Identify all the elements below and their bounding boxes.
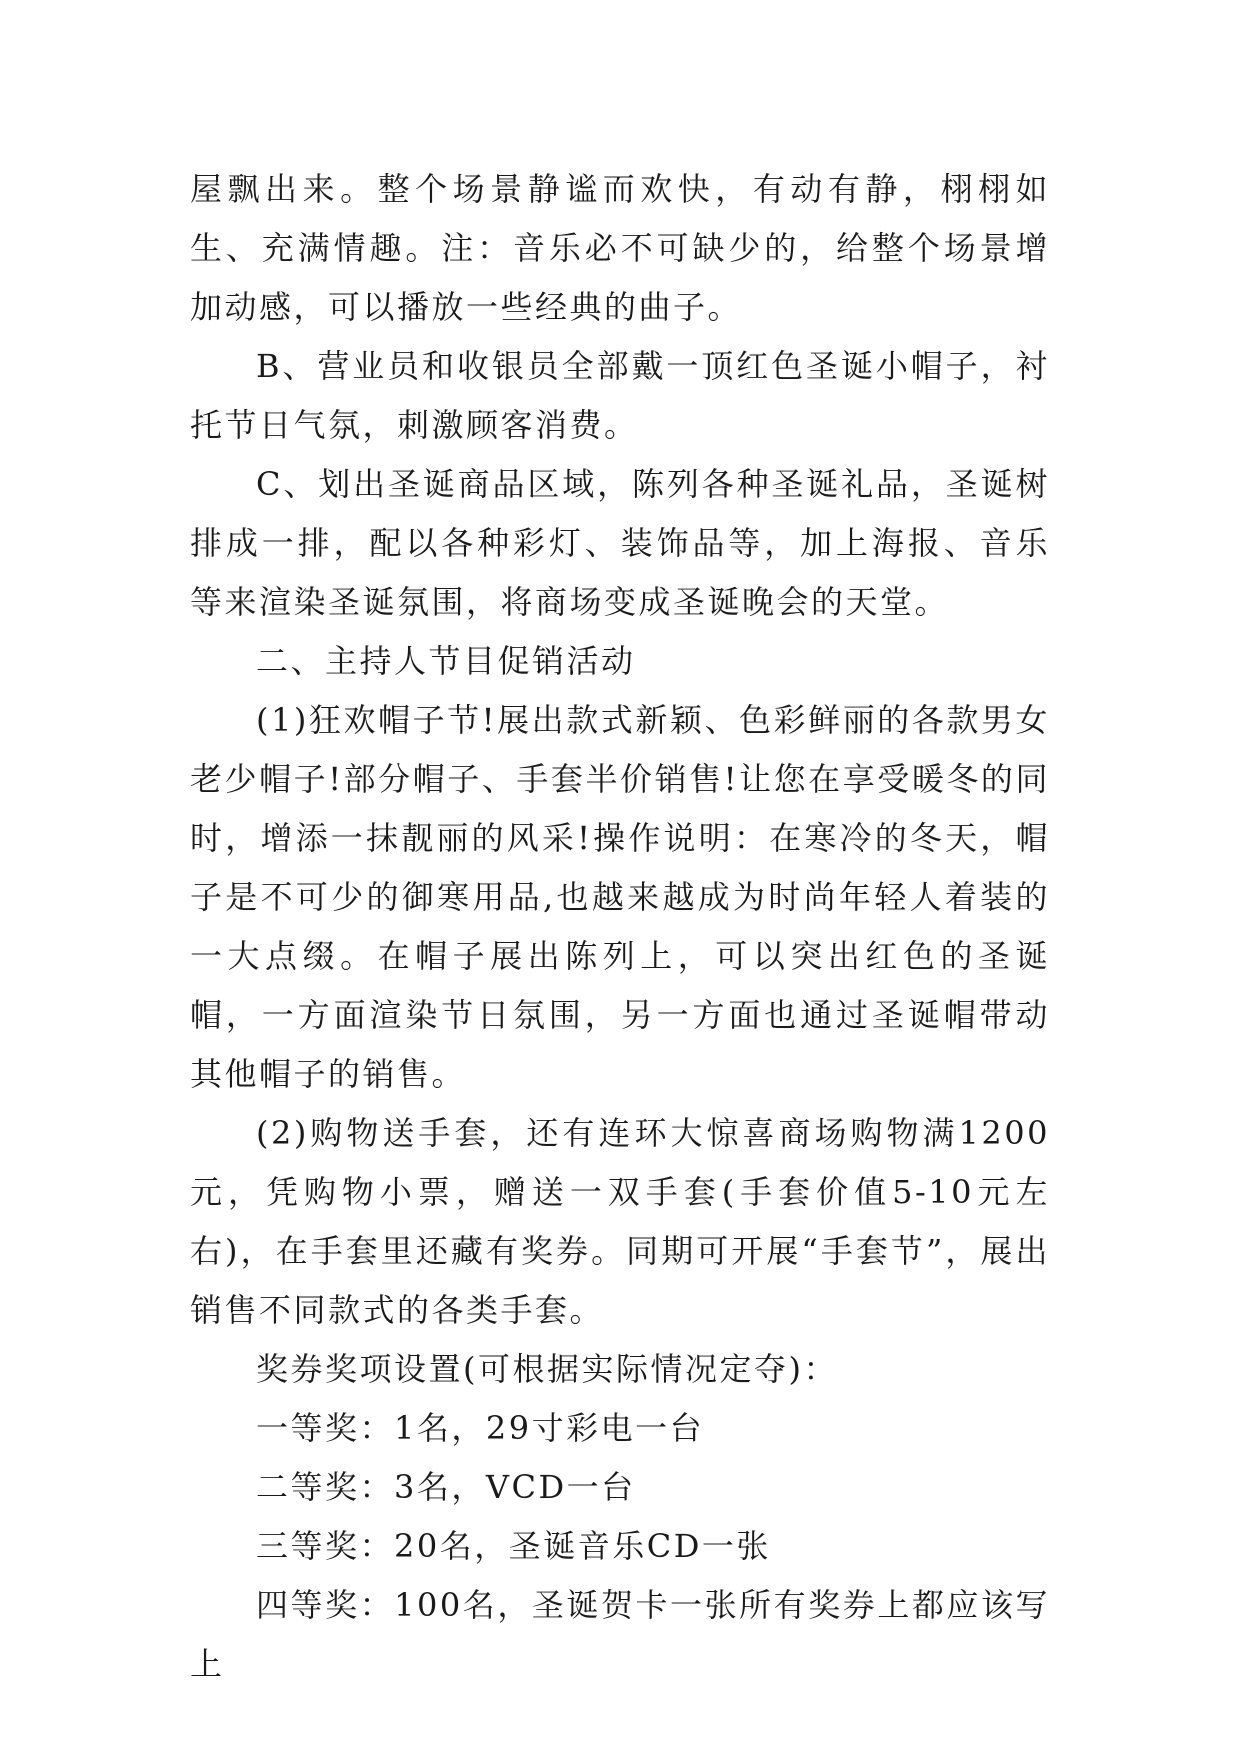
prize-first: 一等奖：1名，29寸彩电一台 (256, 1409, 705, 1447)
paragraph-christmas-area: C、划出圣诞商品区域，陈列各种圣诞礼品，圣诞树排成一排，配以各种彩灯、装饰品等，加上海报、音乐等来渲染圣诞氛围，将商场变成圣诞晚会的天堂。 (190, 465, 1050, 621)
prize-third: 三等奖：20名，圣诞音乐CD一张 (256, 1527, 771, 1565)
paragraph-glove-gift: (2)购物送手套，还有连环大惊喜商场购物满1200元，凭购物小票，赠送一双手套(手套价值5-10元左右)，在手套里还藏有奖券。同期可开展“手套节”，展出销售不同款式的各类手套。 (190, 1114, 1050, 1329)
paragraph-hat-festival: (1)狂欢帽子节!展出款式新颖、色彩鲜丽的各款男女老少帽子!部分帽子、手套半价销售!让您在享受暖冬的同时，增添一抹靓丽的风采!操作说明：在寒冷的冬天，帽子是不可少的御寒用品,也越来越成为时尚年轻人着装的一大点缀。在帽子展出陈列上，可以突出红色的圣诞帽，一方面渲染节日氛围，另一方面也通过圣诞帽带动其他帽子的销售。 (190, 701, 1050, 1093)
paragraph-staff-hats: B、营业员和收银员全部戴一顶红色圣诞小帽子，衬托节日气氛，刺激顾客消费。 (190, 347, 1050, 444)
paragraph-continuation: 屋飘出来。整个场景静谧而欢快，有动有静，栩栩如生、充满情趣。注：音乐必不可缺少的，给整个场景增加动感，可以播放一些经典的曲子。 (190, 170, 1050, 326)
document-body (190, 160, 1050, 1694)
prize-settings-heading: 奖券奖项设置(可根据实际情况定夺)： (256, 1350, 838, 1388)
section-heading-host-promotion: 二、主持人节目促销活动 (256, 642, 636, 680)
prize-second: 二等奖：3名，VCD一台 (256, 1468, 636, 1506)
prize-fourth: 四等奖：100名，圣诞贺卡一张所有奖券上都应该写上 (190, 1586, 1050, 1683)
